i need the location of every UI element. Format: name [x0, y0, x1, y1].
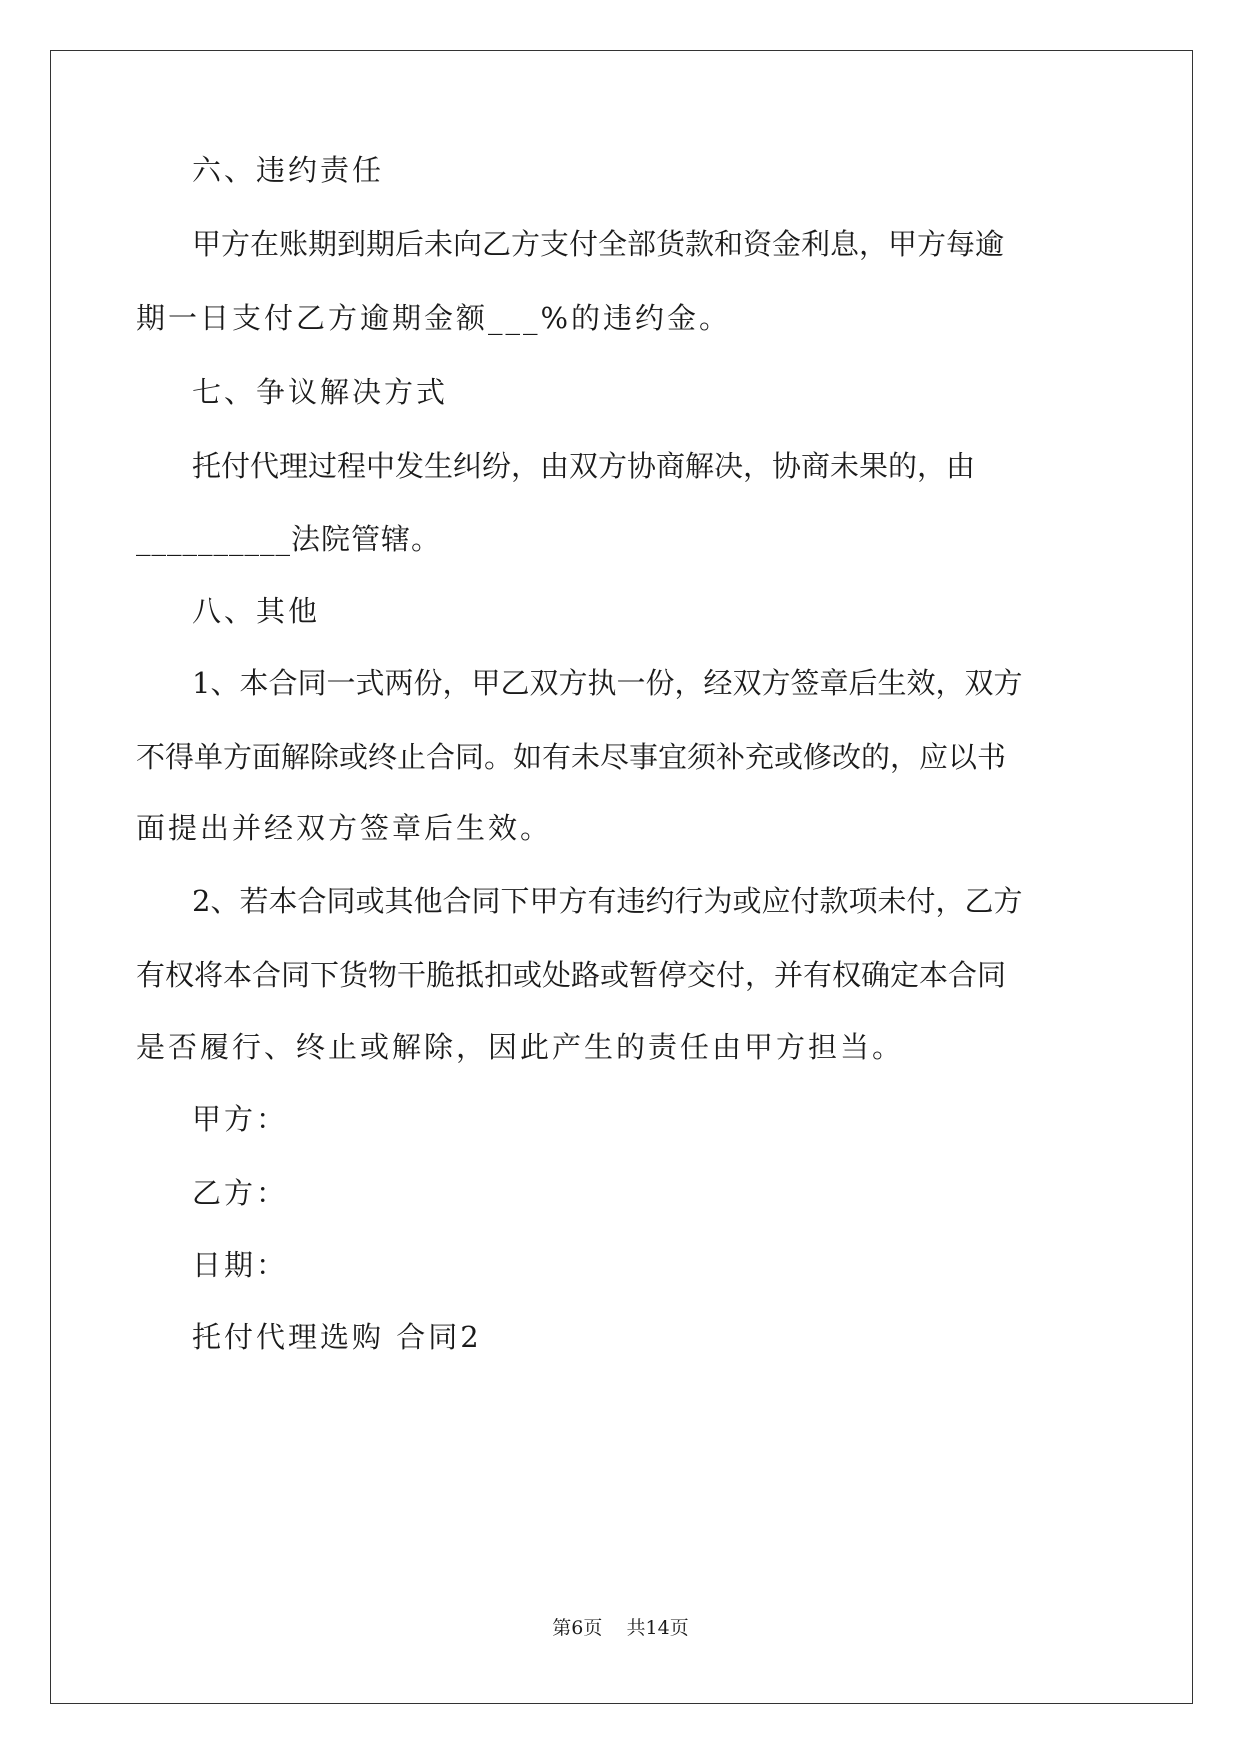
paragraph-line: 有权将本合同下货物干脆抵扣或处路或暂停交付，并有权确定本合同 [136, 958, 1007, 992]
paragraph-line: 期一日支付乙方逾期金额___%的违约金。 [136, 301, 732, 335]
footer-page-total: 14 [645, 1617, 670, 1639]
footer-page-prefix: 第 [552, 1617, 572, 1639]
footer-page-suffix: 页 [583, 1617, 603, 1639]
page-footer [0, 1616, 1241, 1640]
paragraph-line: 是否履行、终止或解除，因此产生的责任由甲方担当。 [136, 1030, 905, 1064]
signature-party-b: 乙方： [192, 1176, 289, 1210]
paragraph-line: 甲方在账期到期后未向乙方支付全部货款和资金利息，甲方每逾 [192, 227, 1005, 261]
paragraph-line: 面提出并经双方签章后生效。 [136, 811, 553, 845]
section-heading-breach: 六、违约责任 [192, 153, 385, 187]
footer-total-suffix: 页 [669, 1617, 689, 1639]
signature-party-a: 甲方： [192, 1102, 289, 1136]
footer-total-prefix: 共 [626, 1617, 646, 1639]
section-heading-dispute: 七、争议解决方式 [192, 375, 449, 409]
paragraph-line: 1、本合同一式两份，甲乙双方执一份，经双方签章后生效，双方 [192, 666, 1023, 700]
paragraph-line: 托付代理过程中发生纠纷，由双方协商解决，协商未果的，由 [192, 449, 976, 483]
signature-date: 日期： [192, 1248, 289, 1282]
paragraph-line: __________法院管辖。 [136, 522, 442, 556]
next-contract-title: 托付代理选购 合同2 [192, 1320, 482, 1354]
section-heading-other: 八、其他 [192, 594, 321, 628]
footer-page-current: 6 [571, 1617, 584, 1639]
paragraph-line: 不得单方面解除或终止合同。如有未尽事宜须补充或修改的，应以书 [136, 740, 1007, 774]
paragraph-line: 2、若本合同或其他合同下甲方有违约行为或应付款项未付，乙方 [192, 884, 1023, 918]
